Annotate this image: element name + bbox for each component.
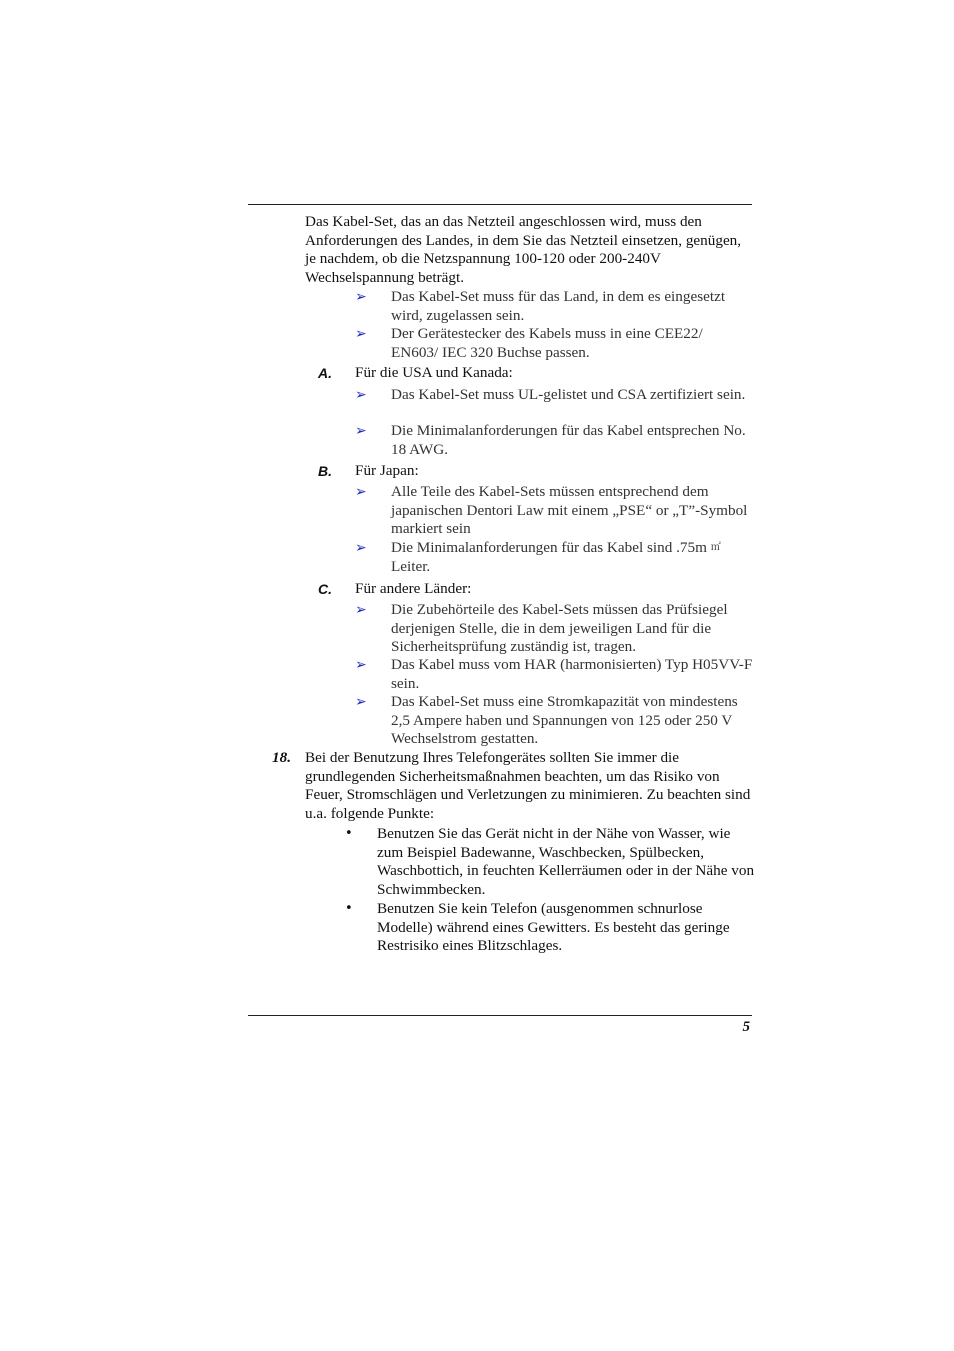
page-number: 5 <box>742 1019 750 1035</box>
section-letter: A. <box>318 365 332 381</box>
list-item-text: Der Gerätestecker des Kabels muss in eine CEE22/ EN603/ IEC 320 Buchse passen. <box>391 325 703 361</box>
arrow-bullet-icon: ➢ <box>355 657 367 673</box>
list-item-text <box>391 539 753 576</box>
bullet-dot-icon: • <box>345 901 353 916</box>
section-title: Für Japan: <box>355 462 419 479</box>
section-title: Für die USA und Kanada: <box>355 364 513 381</box>
intro-paragraph: Das Kabel-Set, das an das Netzteil angeschlossen wird, muss den Anforderungen des Landes, in dem Sie das Netzteil einsetzen, genügen, je nachdem, ob die Netzspannung 100-120 oder 200-240V Wechselspannung beträgt. <box>305 213 742 286</box>
square-metre-unit: ㎡ <box>710 542 721 553</box>
list-item-text-suffix: Leiter. <box>391 557 431 575</box>
item-text: Bei der Benutzung Ihres Telefongerätes sollten Sie immer die grundlegenden Sicherheitsmaßnahmen beachten, um das Risiko von Feuer, Stromschlägen und Verletzungen zu minimieren. Zu beachten sind u.a. folgende Punkte: <box>305 749 751 822</box>
footer-rule <box>248 1015 752 1016</box>
arrow-bullet-icon: ➢ <box>355 694 367 710</box>
bullet-item-text: Benutzen Sie kein Telefon (ausgenommen schnurlose Modelle) während eines Gewitters. Es besteht das geringe Restrisiko eines Blitzschlages. <box>377 900 730 954</box>
arrow-bullet-icon: ➢ <box>355 326 367 342</box>
list-item-text: Das Kabel-Set muss für das Land, in dem es eingesetzt wird, zugelassen sein. <box>391 288 726 324</box>
item-number: 18. <box>272 749 291 766</box>
arrow-bullet-icon: ➢ <box>355 387 367 403</box>
arrow-bullet-icon: ➢ <box>355 423 367 439</box>
bullet-dot-icon: • <box>345 826 353 841</box>
arrow-bullet-icon: ➢ <box>355 602 367 618</box>
list-item-text: Das Kabel muss vom HAR (harmonisierten) Typ H05VV-F sein. <box>391 656 753 692</box>
list-item-text: Die Zubehörteile des Kabel-Sets müssen das Prüfsiegel derjenigen Stelle, die in dem jeweiligen Land für die Sicherheitsprüfung zuständig ist, tragen. <box>391 601 728 655</box>
arrow-bullet-icon: ➢ <box>355 484 367 500</box>
header-rule <box>248 204 752 205</box>
list-item-text-main: Die Minimalanforderungen für das Kabel sind .75m <box>391 539 707 556</box>
section-letter: B. <box>318 463 332 479</box>
section-letter: C. <box>318 581 332 597</box>
bullet-item-text: Benutzen Sie das Gerät nicht in der Nähe von Wasser, wie zum Beispiel Badewanne, Waschbecken, Spülbecken, Waschbottich, in feuchten Kellerräumen oder in der Nähe von Schwimmbecken. <box>377 825 755 898</box>
list-item-text: Alle Teile des Kabel-Sets müssen entsprechend dem japanischen Dentori Law mit einem „PSE“ or „T”-Symbol markiert sein <box>391 483 748 537</box>
section-title: Für andere Länder: <box>355 580 472 597</box>
arrow-bullet-icon: ➢ <box>355 540 367 556</box>
list-item-text: Das Kabel-Set muss eine Stromkapazität von mindestens 2,5 Ampere haben und Spannungen von 125 oder 250 V Wechselstrom gestatten. <box>391 693 738 747</box>
list-item-text: Die Minimalanforderungen für das Kabel entsprechen No. 18 AWG. <box>391 422 746 458</box>
list-item-text: Das Kabel-Set muss UL-gelistet und CSA zertifiziert sein. <box>391 386 746 403</box>
arrow-bullet-icon: ➢ <box>355 289 367 305</box>
